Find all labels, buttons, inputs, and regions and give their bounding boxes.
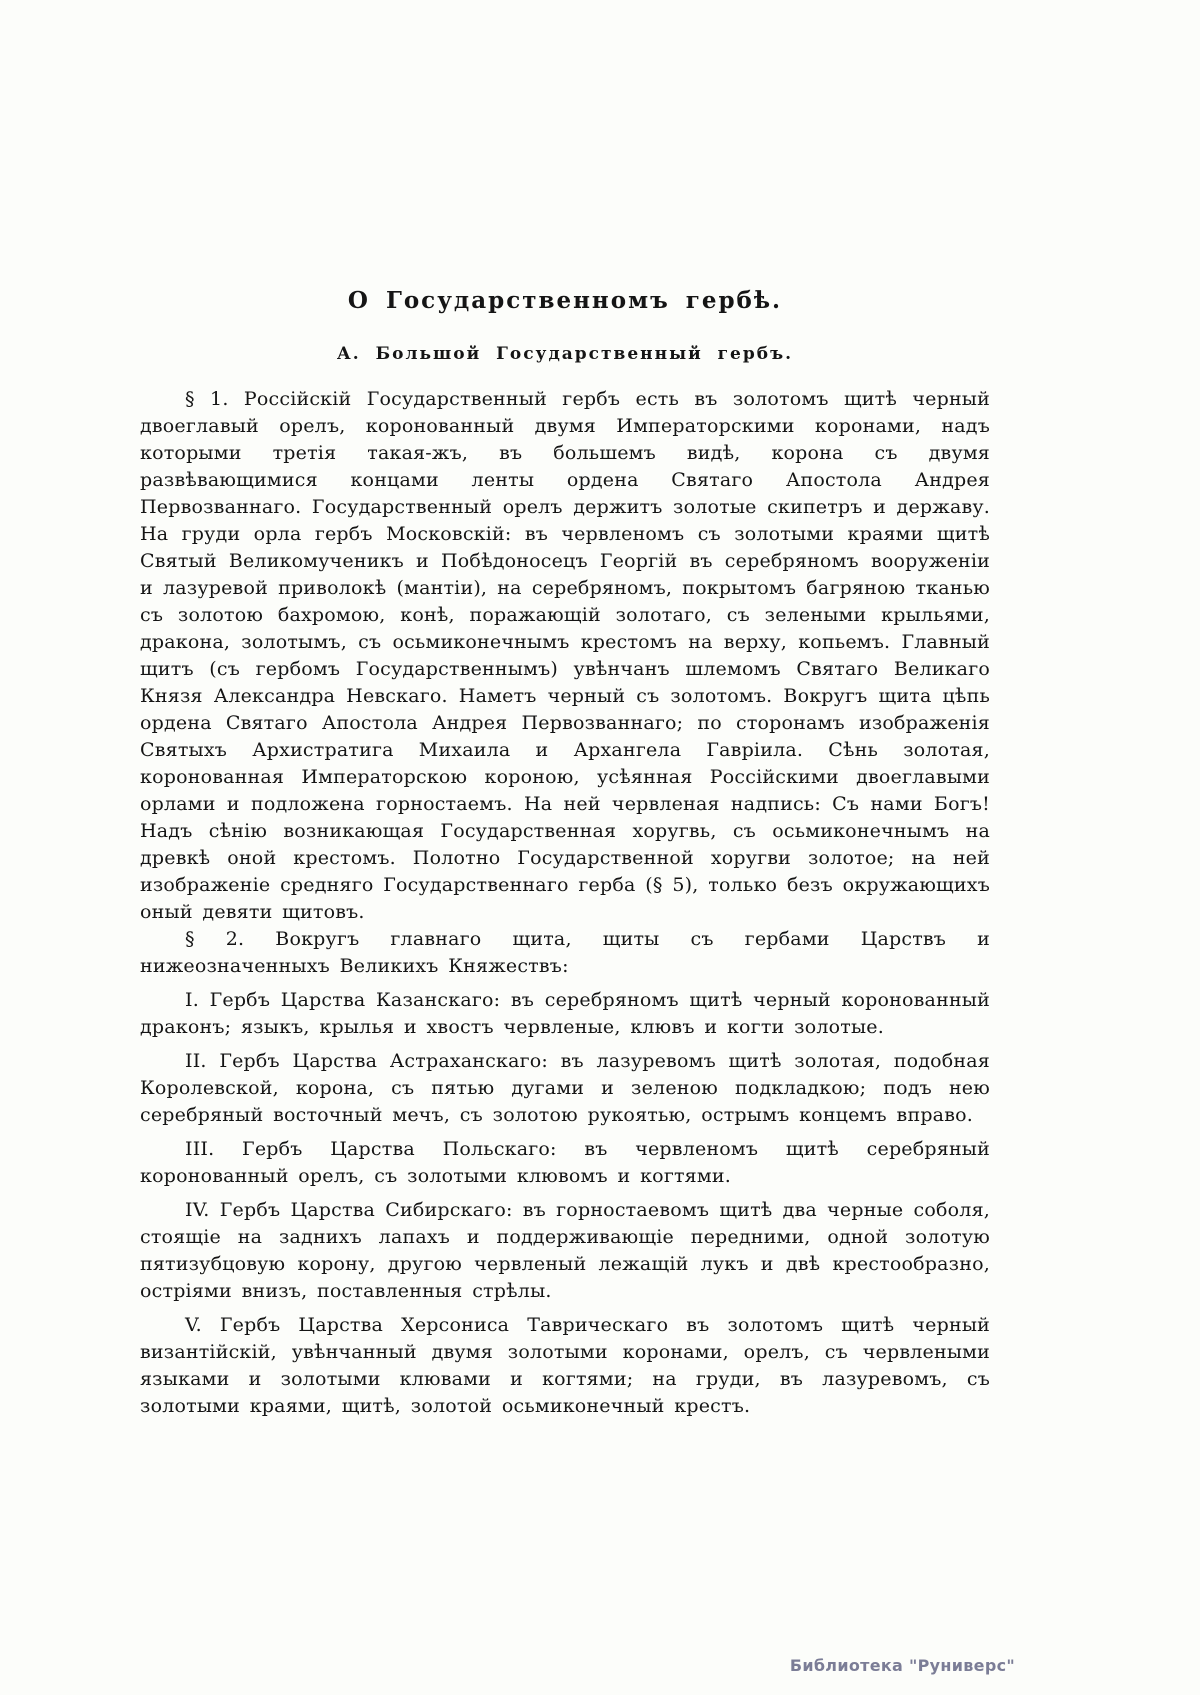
page-title: О Государственномъ гербѣ. [347,287,783,314]
text-column [140,288,990,1420]
paragraph-item-III: III. Гербъ Царства Польскаго: въ червленомъ щитѣ серебряный коронованный орелъ, съ золотыми клювомъ и когтями. [140,1138,990,1187]
paragraph-item-IV: IV. Гербъ Царства Сибирскаго: въ горностаевомъ щитѣ два черные соболя, стоящіе на заднихъ лапахъ и поддерживающіе передними, одной золотую пятизубцовую корону, другою червленый лежащій лукъ и двѣ крестообразно, остріями внизъ, поставленныя стрѣлы. [140,1199,990,1302]
paragraph-item-I: I. Гербъ Царства Казанскаго: въ серебряномъ щитѣ черный коронованный драконъ; языкъ, крылья и хвостъ червленые, клювъ и когти золотые. [140,989,990,1038]
paragraph-section-2: § 2. Вокругъ главнаго щита, щиты съ гербами Царствъ и нижеозначенныхъ Великихъ Княжествъ: [140,928,990,977]
library-watermark: Библиотека "Руниверс" [789,1656,1015,1675]
paragraph-item-V: V. Гербъ Царства Херсониса Таврическаго въ золотомъ щитѣ черный византійскій, увѣнчанный двумя золотыми коронами, орелъ, съ червлеными языками и золотыми клювами и когтями; на груди, въ лазуревомъ, съ золотыми краями, щитѣ, золотой осьмиконечный крестъ. [140,1314,990,1417]
section-heading: А. Большой Государственный гербъ. [336,344,794,364]
paragraph-item-II: II. Гербъ Царства Астраханскаго: въ лазуревомъ щитѣ золотая, подобная Королевской, корона, съ пятью дугами и зеленою подкладкою; подъ нею серебряный восточный мечъ, съ золотою рукоятью, острымъ концемъ вправо. [140,1050,990,1126]
paragraph-section-1: § 1. Россійскій Государственный гербъ есть въ золотомъ щитѣ черный двоеглавый орелъ, коронованный двумя Императорскими коронами, надъ которыми третія такая-жъ, въ большемъ видѣ, корона съ двумя развѣвающимися концами ленты ордена Святаго Апостола Андрея Первозваннаго. Государственный орелъ держитъ золотые скипетръ и державу. На груди орла гербъ Московскій: въ червленомъ съ золотыми краями щитѣ Святый Великомученикъ и Побѣдоносецъ Георгій въ серебряномъ вооруженіи и лазуревой приволокѣ (мантіи), на серебряномъ, покрытомъ багряною тканью съ золотою бахромою, конѣ, поражающій золотаго, съ зелеными крыльями, дракона, золотымъ, съ осьмиконечнымъ крестомъ на верху, копьемъ. Главный щитъ (съ гербомъ Государственнымъ) увѣнчанъ шлемомъ Святаго Великаго Князя Александра Невскаго. Наметъ черный съ золотомъ. Вокругъ щита цѣпь ордена Святаго Апостола Андрея Первозваннаго; по сторонамъ изображенія Святыхъ Архистратига Михаила и Архангела Гавріила. Сѣнь золотая, коронованная Императорскою короною, усѣянная Россійскими двоеглавыми орлами и подложена горностаемъ. На ней червленая надпись: Съ нами Богъ! Надъ сѣнію возникающая Государственная хоругвь, съ осьмиконечнымъ на древкѣ оной крестомъ. Полотно Государственной хоругви золотое; на ней изображеніе средняго Государственнаго герба (§ 5), только безъ окружающихъ оный девяти щитовъ. [140,388,990,923]
